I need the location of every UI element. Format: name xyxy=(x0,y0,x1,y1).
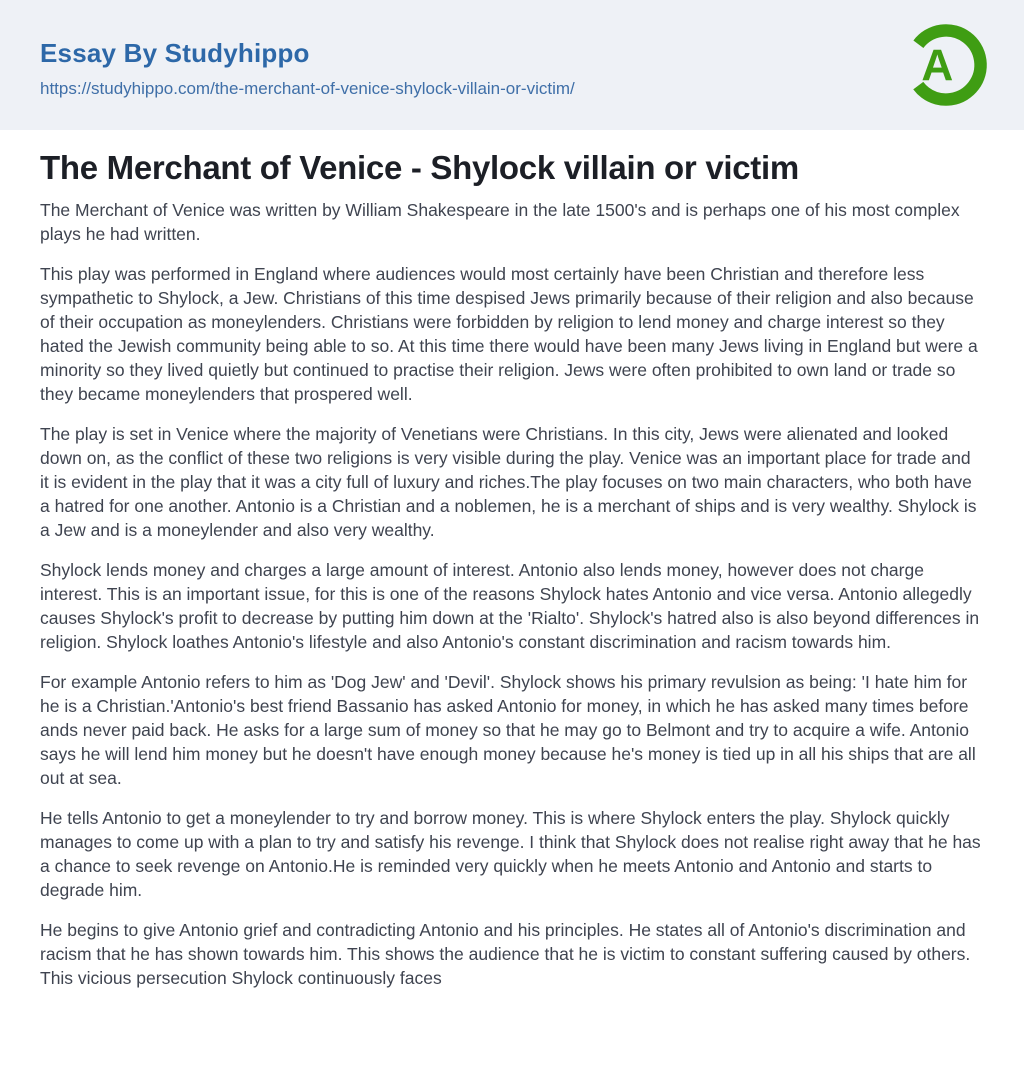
essay-content xyxy=(0,130,1024,990)
header-banner xyxy=(0,0,1024,130)
essay-paragraph: The play is set in Venice where the majority of Venetians were Christians. In this city, Jews were alienated and looked down on, as the conflict of these two religions is very visible during the play. Venice was an important place for trade and it is evident in the play that it was a city full of luxury and riches.The play focuses on two main characters, who both have a hatred for one another. Antonio is a Christian and a noblemen, he is a merchant of ships and is very wealthy. Shylock is a Jew and is a moneylender and also very wealthy. xyxy=(40,424,977,540)
site-title: Essay By Studyhippo xyxy=(40,37,310,68)
source-url-link[interactable]: https://studyhippo.com/the-merchant-of-venice-shylock-villain-or-victim/ xyxy=(40,78,575,98)
essay-paragraph: The Merchant of Venice was written by William Shakespeare in the late 1500's and is perhaps one of his most complex plays he had written. xyxy=(40,200,960,244)
studyhippo-logo-icon xyxy=(898,17,994,113)
essay-paragraph: Shylock lends money and charges a large amount of interest. Antonio also lends money, however does not charge interest. This is an important issue, for this is one of the reasons Shylock hates Antonio and vice versa. Antonio allegedly causes Shylock's profit to decrease by putting him down at the 'Rialto'. Shylock's hatred also is also beyond differences in religion. Shylock loathes Antonio's lifestyle and also Antonio's constant discrimination and racism towards him. xyxy=(40,560,980,652)
essay-paragraph: He tells Antonio to get a moneylender to try and borrow money. This is where Shylock enters the play. Shylock quickly manages to come up with a plan to try and satisfy his revenge. I think that Shylock does not realise right away that he has a chance to seek revenge on Antonio.He is reminded very quickly when he meets Antonio and Antonio and starts to degrade him. xyxy=(40,808,981,900)
essay-title: The Merchant of Venice - Shylock villain or victim xyxy=(40,149,799,186)
header-text-block xyxy=(40,32,575,99)
essay-paragraph: This play was performed in England where audiences would most certainly have been Christian and therefore less sympathetic to Shylock, a Jew. Christians of this time despised Jews primarily because of their religion and also because of their occupation as moneylenders. Christians were forbidden by religion to lend money and charge interest so they hated the Jewish community being able to so. At this time there would have been many Jews living in England but were a minority so they lived quietly but continued to practise their religion. Jews were often prohibited to own land or trade so they became moneylenders that prospered well. xyxy=(40,264,978,404)
essay-paragraph: For example Antonio refers to him as 'Dog Jew' and 'Devil'. Shylock shows his primary revulsion as being: 'I hate him for he is a Christian.'Antonio's best friend Bassanio has asked Antonio for money, in which he has asked many times before ands never paid back. He asks for a large sum of money so that he may go to Belmont and try to acquire a wife. Antonio says he will lend him money but he doesn't have enough money because he's money is tied up in all his ships that are all out at sea. xyxy=(40,672,976,788)
logo-letter: A xyxy=(921,41,954,91)
essay-paragraph: He begins to give Antonio grief and contradicting Antonio and his principles. He states all of Antonio's discrimination and racism that he has shown towards him. This shows the audience that he is victim to constant suffering caused by others. This vicious persecution Shylock continuously faces xyxy=(40,920,971,988)
